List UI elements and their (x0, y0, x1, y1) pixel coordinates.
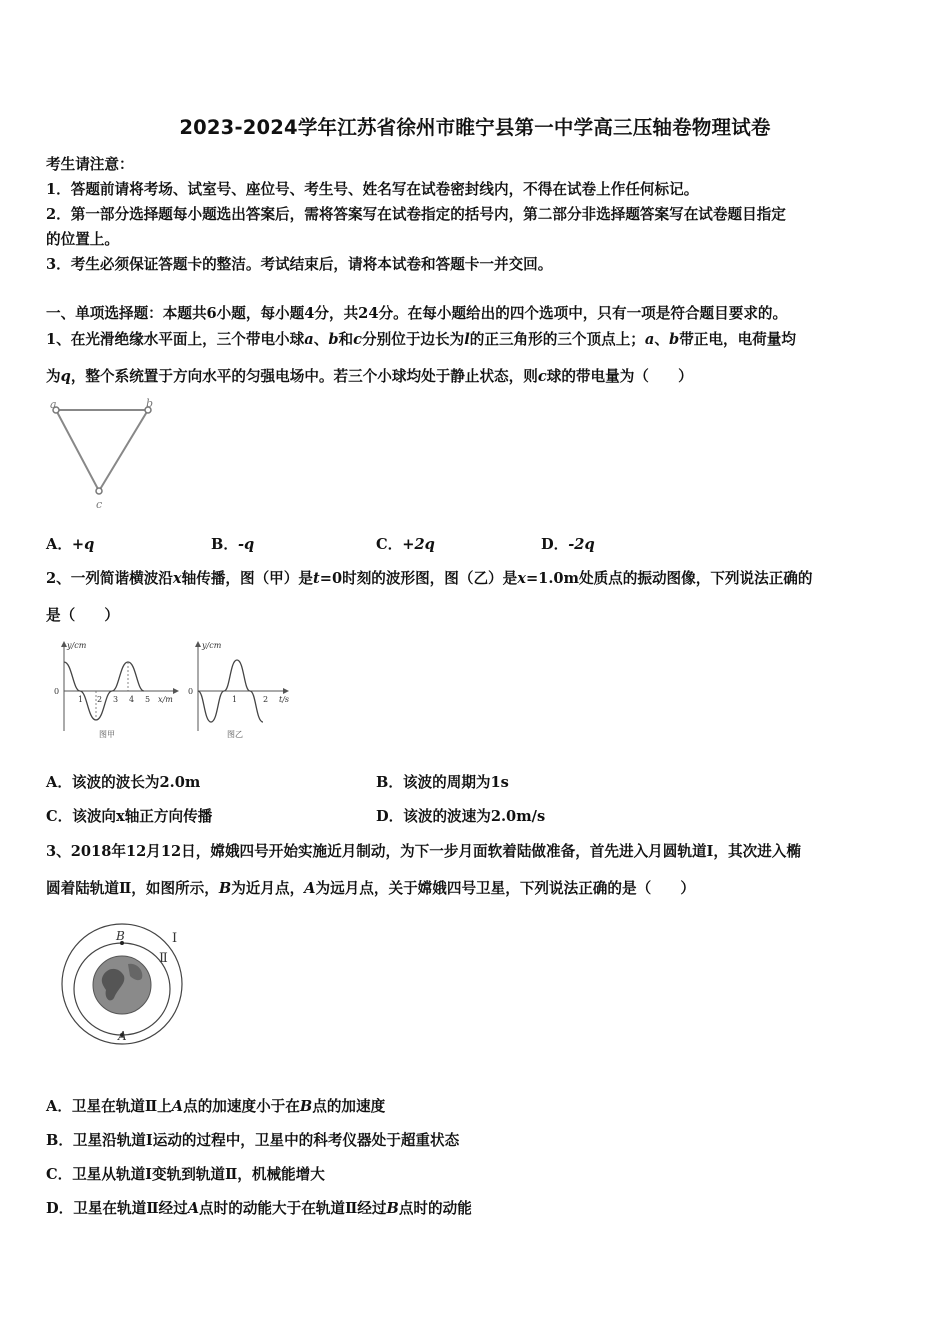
tick-1: 1 (232, 695, 238, 704)
label-c: c (96, 498, 103, 511)
caption: 图乙 (227, 730, 243, 739)
label-orbit-i: Ⅰ (172, 931, 178, 946)
q2-option-d[interactable]: D．该波的波速为2.0m/s (376, 808, 546, 825)
q2-option-b[interactable]: B．该波的周期为1s (376, 774, 509, 791)
tick-3: 3 (113, 695, 119, 704)
label-a: a (50, 398, 57, 411)
q1-option-d[interactable]: D．-2q (541, 536, 595, 553)
q2-option-c[interactable]: C．该波向x轴正方向传播 (46, 808, 213, 825)
tick-2: 2 (97, 695, 103, 704)
q3-orbit-figure (56, 922, 196, 1052)
caption: 图甲 (99, 730, 115, 739)
notice-item-2: 2．第一部分选择题每小题选出答案后，需将答案写在试卷指定的括号内，第二部分非选择题答案写在试卷题目指定 (46, 206, 786, 223)
t-axis-arrow (283, 688, 289, 694)
tick-4: 4 (129, 695, 135, 704)
notice-item-2-cont: 的位置上。 (46, 231, 119, 248)
t-label: t/s (279, 695, 290, 704)
tick-1: 1 (78, 695, 84, 704)
q1-option-c[interactable]: C．+2q (376, 536, 435, 553)
triangle-shape (56, 410, 148, 491)
y-label: y/cm (67, 641, 87, 650)
notice-heading: 考生请注意： (46, 156, 134, 173)
y-axis-arrow (195, 641, 201, 647)
notice-item-1: 1．答题前请将考场、试室号、座位号、考生号、姓名写在试卷密封线内，不得在试卷上作任何标记。 (46, 181, 699, 198)
q2-wave-graph (46, 636, 186, 746)
q1-option-a[interactable]: A．+q (46, 536, 95, 553)
q1-option-b[interactable]: B．-q (211, 536, 255, 553)
q1-stem-line2: 为q，整个系统置于方向水平的匀强电场中。若三个小球均处于静止状态，则c球的带电量为（ ） (46, 368, 693, 385)
q2-option-a[interactable]: A．该波的波长为2.0m (46, 774, 201, 791)
label-b: b (146, 398, 154, 410)
tick-5: 5 (145, 695, 151, 704)
q2-stem-line2: 是（ ） (46, 607, 119, 624)
q3-option-c[interactable]: C．卫星从轨道Ⅰ变轨到轨道Ⅱ，机械能增大 (46, 1166, 325, 1183)
q2-vibration-graph (178, 636, 308, 746)
y-label: y/cm (202, 641, 222, 650)
q2-stem-line1: 2、一列简谐横波沿x轴传播，图（甲）是t=0时刻的波形图，图（乙）是x=1.0m处质点的振动图像，下列说法正确的 (46, 570, 813, 587)
q3-stem-line1: 3、2018年12月12日，嫦娥四号开始实施近月制动，为下一步月面软着陆做准备，首先进入月圆轨道Ⅰ，其次进入椭 (46, 843, 801, 860)
tick-2: 2 (263, 695, 269, 704)
q1-triangle-figure (44, 398, 164, 513)
x-label: x/m (158, 695, 173, 704)
q1-stem-line1: 1、在光滑绝缘水平面上，三个带电小球a、b和c分别位于边长为l的正三角形的三个顶点上；a、b带正电，电荷量均 (46, 331, 796, 348)
origin-label: 0 (188, 687, 194, 696)
ball-c (96, 488, 102, 494)
label-orbit-ii: Ⅱ (159, 951, 168, 966)
q3-stem-line2: 圆着陆轨道Ⅱ，如图所示，B为近月点，A为远月点，关于嫦娥四号卫星，下列说法正确的是（ ） (46, 880, 695, 897)
q3-option-d[interactable]: D．卫星在轨道Ⅱ经过A点时的动能大于在轨道Ⅱ经过B点时的动能 (46, 1200, 472, 1217)
label-a: A (118, 1029, 127, 1043)
label-b: B (116, 929, 125, 943)
section-heading: 一、单项选择题：本题共6小题，每小题4分，共24分。在每小题给出的四个选项中，只有一项是符合题目要求的。 (46, 305, 788, 322)
q3-option-a[interactable]: A．卫星在轨道Ⅱ上A点的加速度小于在B点的加速度 (46, 1098, 386, 1115)
notice-item-3: 3．考生必须保证答题卡的整洁。考试结束后，请将本试卷和答题卡一并交回。 (46, 256, 553, 273)
page-title: 2023-2024学年江苏省徐州市睢宁县第一中学高三压轴卷物理试卷 (179, 116, 771, 139)
q3-option-b[interactable]: B．卫星沿轨道Ⅰ运动的过程中，卫星中的科考仪器处于超重状态 (46, 1132, 460, 1149)
origin-label: 0 (54, 687, 60, 696)
